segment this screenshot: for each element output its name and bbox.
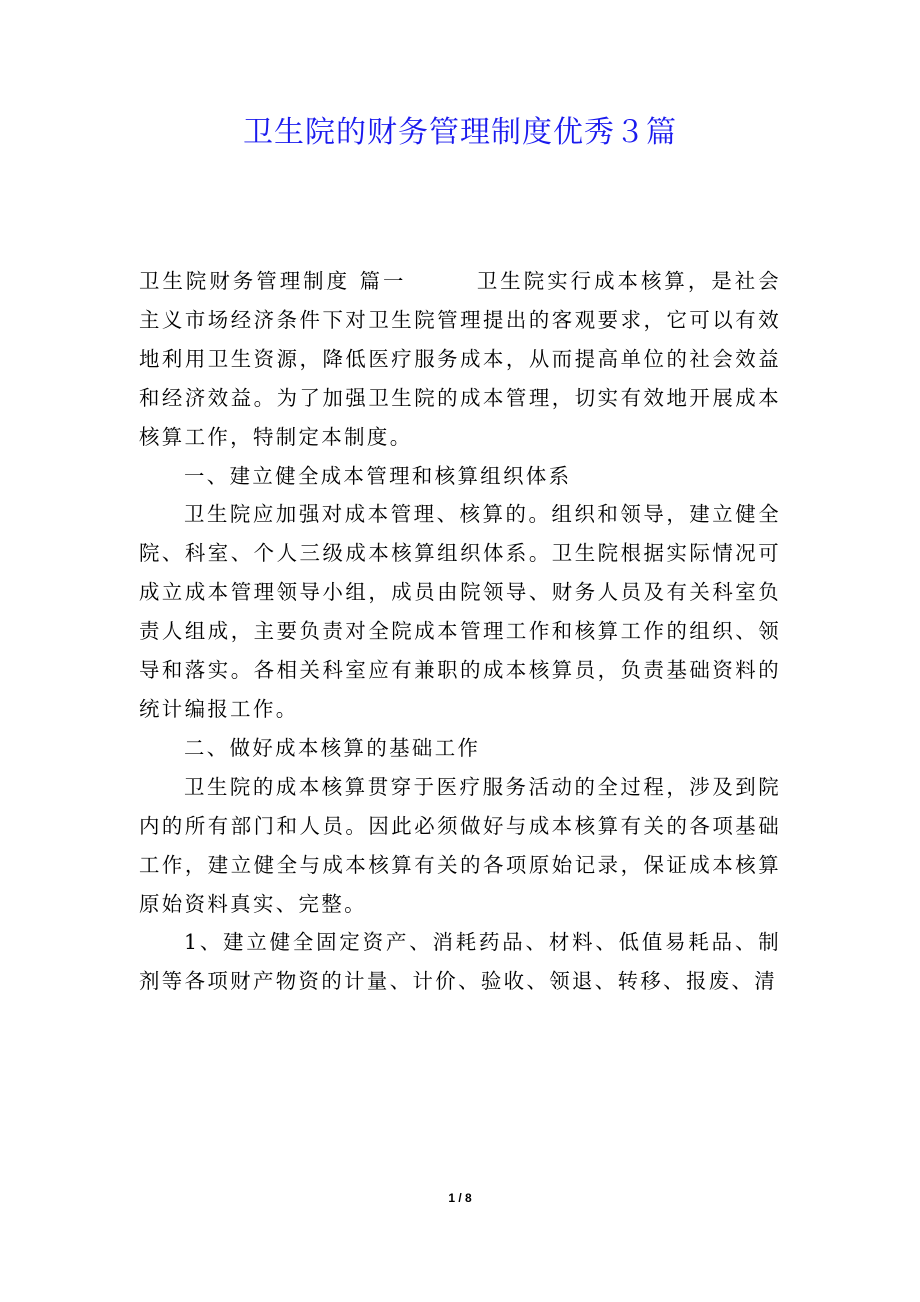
page-indicator: 1 / 8 xyxy=(448,1191,472,1205)
section-1-body: 卫生院应加强对成本管理、核算的。组织和领导，建立健全院、科室、个人三级成本核算组织体系。卫生院根据实际情况可成立成本管理领导小组，成员由院领导、财务人员及有关科室负责人组成，主要负责对全院成本管理工作和核算工作的组织、领导和落实。各相关科室应有兼职的成本核算员，负责基础资料的统计编报工作。 xyxy=(139,502,781,721)
intro-text: 卫生院实行成本核算，是社会主义市场经济条件下对卫生院管理提出的客观要求，它可以有效地利用卫生资源，降低医疗服务成本，从而提高单位的社会效益和经济效益。为了加强卫生院的成本管理，切实有效地开展成本核算工作，特制定本制度。 xyxy=(139,269,782,449)
intro-heading: 卫生院财务管理制度 篇一 xyxy=(139,269,407,293)
document-title: 卫生院的财务管理制度优秀３篇 xyxy=(243,115,677,150)
document-body xyxy=(139,262,781,1001)
section-1-heading: 一、建立健全成本管理和核算组织体系 xyxy=(184,463,572,488)
intro-paragraph xyxy=(139,262,781,457)
item-1-paragraph: 1、建立健全固定资产、消耗药品、材料、低值易耗品、制剂等各项财产物资的计量、计价、验收、领退、转移、报废、清 xyxy=(139,930,781,994)
section-2-heading: 二、做好成本核算的基础工作 xyxy=(184,735,481,760)
section-2-body: 卫生院的成本核算贯穿于医疗服务活动的全过程，涉及到院内的所有部门和人员。因此必须做好与成本核算有关的各项基础工作，建立健全与成本核算有关的各项原始记录，保证成本核算原始资料真实、完整。 xyxy=(139,774,781,916)
